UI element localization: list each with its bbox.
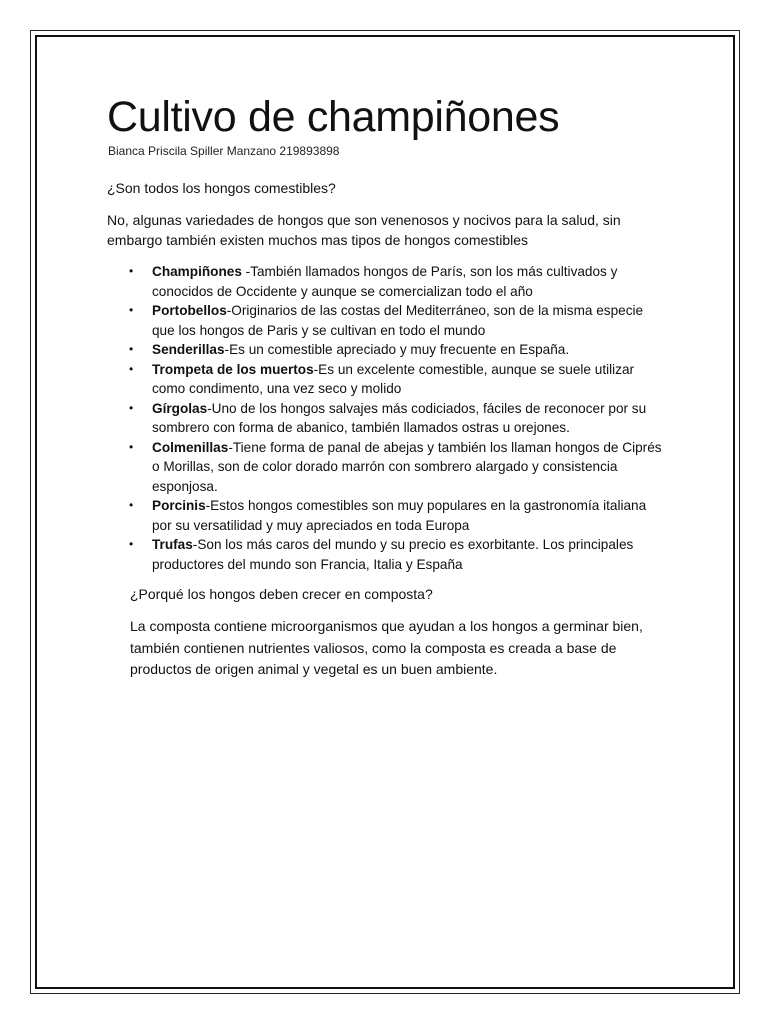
variety-description: -También llamados hongos de París, son los más cultivados y conocidos de Occidente y aunque se comercializan todo el año xyxy=(152,264,618,299)
variety-name: Portobellos xyxy=(152,303,227,318)
bullet-icon: • xyxy=(129,439,134,454)
mushroom-variety-list xyxy=(107,262,667,574)
variety-description: -Es un comestible apreciado y muy frecuente en España. xyxy=(224,342,570,357)
bullet-icon: • xyxy=(129,361,134,376)
variety-name: Trufas xyxy=(152,537,193,552)
variety-name: Gírgolas xyxy=(152,400,208,416)
variety-description: -Son los más caros del mundo y su precio es exorbitante. Los principales productores del mundo son Francia, Italia y España xyxy=(152,537,634,572)
variety-name: Colmenillas xyxy=(152,439,229,455)
variety-name: Trompeta de los muertos xyxy=(152,361,314,377)
variety-description: -Estos hongos comestibles son muy populares en la gastronomía italiana por su versatilidad y muy apreciados en toda Europa xyxy=(152,498,647,533)
variety-description: -Tiene forma de panal de abejas y también los llaman hongos de Ciprés o Morillas, son de color dorado marrón con sombrero alargado y consistencia esponjosa. xyxy=(152,439,662,494)
list-item xyxy=(129,535,667,574)
list-item xyxy=(129,438,667,497)
list-item xyxy=(129,496,667,535)
bullet-icon: • xyxy=(129,400,134,415)
answer-2: La composta contiene microorganismos que ayudan a los hongos a germinar bien, también contienen nutrientes valiosos, como la composta es creada a base de productos de origen animal y vegetal es un buen ambiente. xyxy=(130,618,643,677)
list-item xyxy=(129,301,667,340)
answer-1: No, algunas variedades de hongos que son venenosos y nocivos para la salud, sin embargo también existen muchos mas tipos de hongos comestibles xyxy=(107,212,621,248)
variety-description: -Originarios de las costas del Mediterráneo, son de la misma especie que los hongos de Paris y se cultivan en todo el mundo xyxy=(152,303,644,338)
author-line: Bianca Priscila Spiller Manzano 219893898 xyxy=(108,144,340,158)
question-1: ¿Son todos los hongos comestibles? xyxy=(107,180,336,196)
list-item xyxy=(129,262,667,301)
bullet-icon: • xyxy=(129,342,134,356)
variety-name: Porcinis xyxy=(152,498,206,513)
list-item xyxy=(129,360,667,399)
variety-description: -Uno de los hongos salvajes más codiciados, fáciles de reconocer por su sombrero con forma de abanico, también llamados ostras u orejones. xyxy=(152,400,647,435)
document-body xyxy=(107,90,667,681)
bullet-icon: • xyxy=(129,264,134,278)
bullet-icon: • xyxy=(129,303,134,317)
variety-name: Champiñones xyxy=(152,264,242,279)
variety-name: Senderillas xyxy=(152,342,225,357)
list-item xyxy=(129,399,667,438)
variety-description: -Es un excelente comestible, aunque se suele utilizar como condimento, una vez seco y molido xyxy=(152,361,635,396)
question-2: ¿Porqué los hongos deben crecer en composta? xyxy=(130,586,433,602)
document-title: Cultivo de champiñones xyxy=(107,93,560,141)
list-item xyxy=(129,340,667,360)
bullet-icon: • xyxy=(129,498,134,512)
bullet-icon: • xyxy=(129,537,134,551)
